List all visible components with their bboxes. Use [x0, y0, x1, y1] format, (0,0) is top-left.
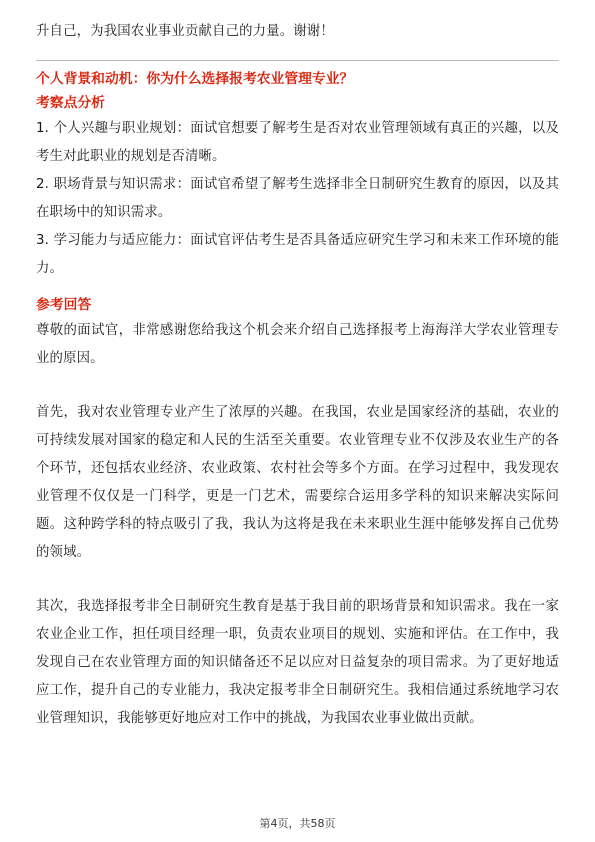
answer-paragraph: 首先，我对农业管理专业产生了浓厚的兴趣。在我国，农业是国家经济的基础，农业的可持续发展对国家的稳定和人民的生活至关重要。农业管理专业不仅涉及农业生产的各个环节，还包括农业经济、农业政策、农村社会等多个方面。在学习过程中，我发现农业管理不仅仅是一门科学，更是一门艺术，需要综合运用多学科的知识来解决实际问题。这种跨学科的特点吸引了我，我认为这将是我在未来职业生涯中能够发挥自己优势的领域。	[36, 405, 559, 560]
analysis-point: 3. 学习能力与适应能力：面试官评估考生是否具备适应研究生学习和未来工作环境的能力。	[36, 233, 559, 276]
answer-paragraph: 其次，我选择报考非全日制研究生教育是基于我目前的职场背景和知识需求。我在一家农业企业工作，担任项目经理一职，负责农业项目的规划、实施和评估。在工作中，我发现自己在农业管理方面的知识储备还不足以应对日益复杂的项目需求。为了更好地适应工作，提升自己的专业能力，我决定报考非全日制研究生。我相信通过系统地学习农业管理知识，我能够更好地应对工作中的挑战，为我国农业事业做出贡献。	[36, 599, 559, 726]
page-footer: 第4页，共58页	[259, 817, 336, 830]
question-title: 个人背景和动机：你为什么选择报考农业管理专业？	[36, 71, 354, 87]
document-page	[36, 18, 559, 733]
analysis-heading: 考察点分析	[36, 95, 105, 111]
answer-paragraph: 尊敬的面试官，非常感谢您给我这个机会来介绍自己选择报考上海海洋大学农业管理专业的原因。	[36, 323, 559, 366]
intro-tail-text: 升自己，为我国农业事业贡献自己的力量。谢谢！	[36, 24, 334, 39]
section-divider	[36, 60, 559, 61]
answer-heading: 参考回答	[36, 297, 92, 313]
analysis-point: 2. 职场背景与知识需求：面试官希望了解考生选择非全日制研究生教育的原因，以及其在职场中的知识需求。	[36, 177, 559, 220]
analysis-point: 1. 个人兴趣与职业规划：面试官想要了解考生是否对农业管理领域有真正的兴趣，以及考生对此职业的规划是否清晰。	[36, 121, 559, 164]
